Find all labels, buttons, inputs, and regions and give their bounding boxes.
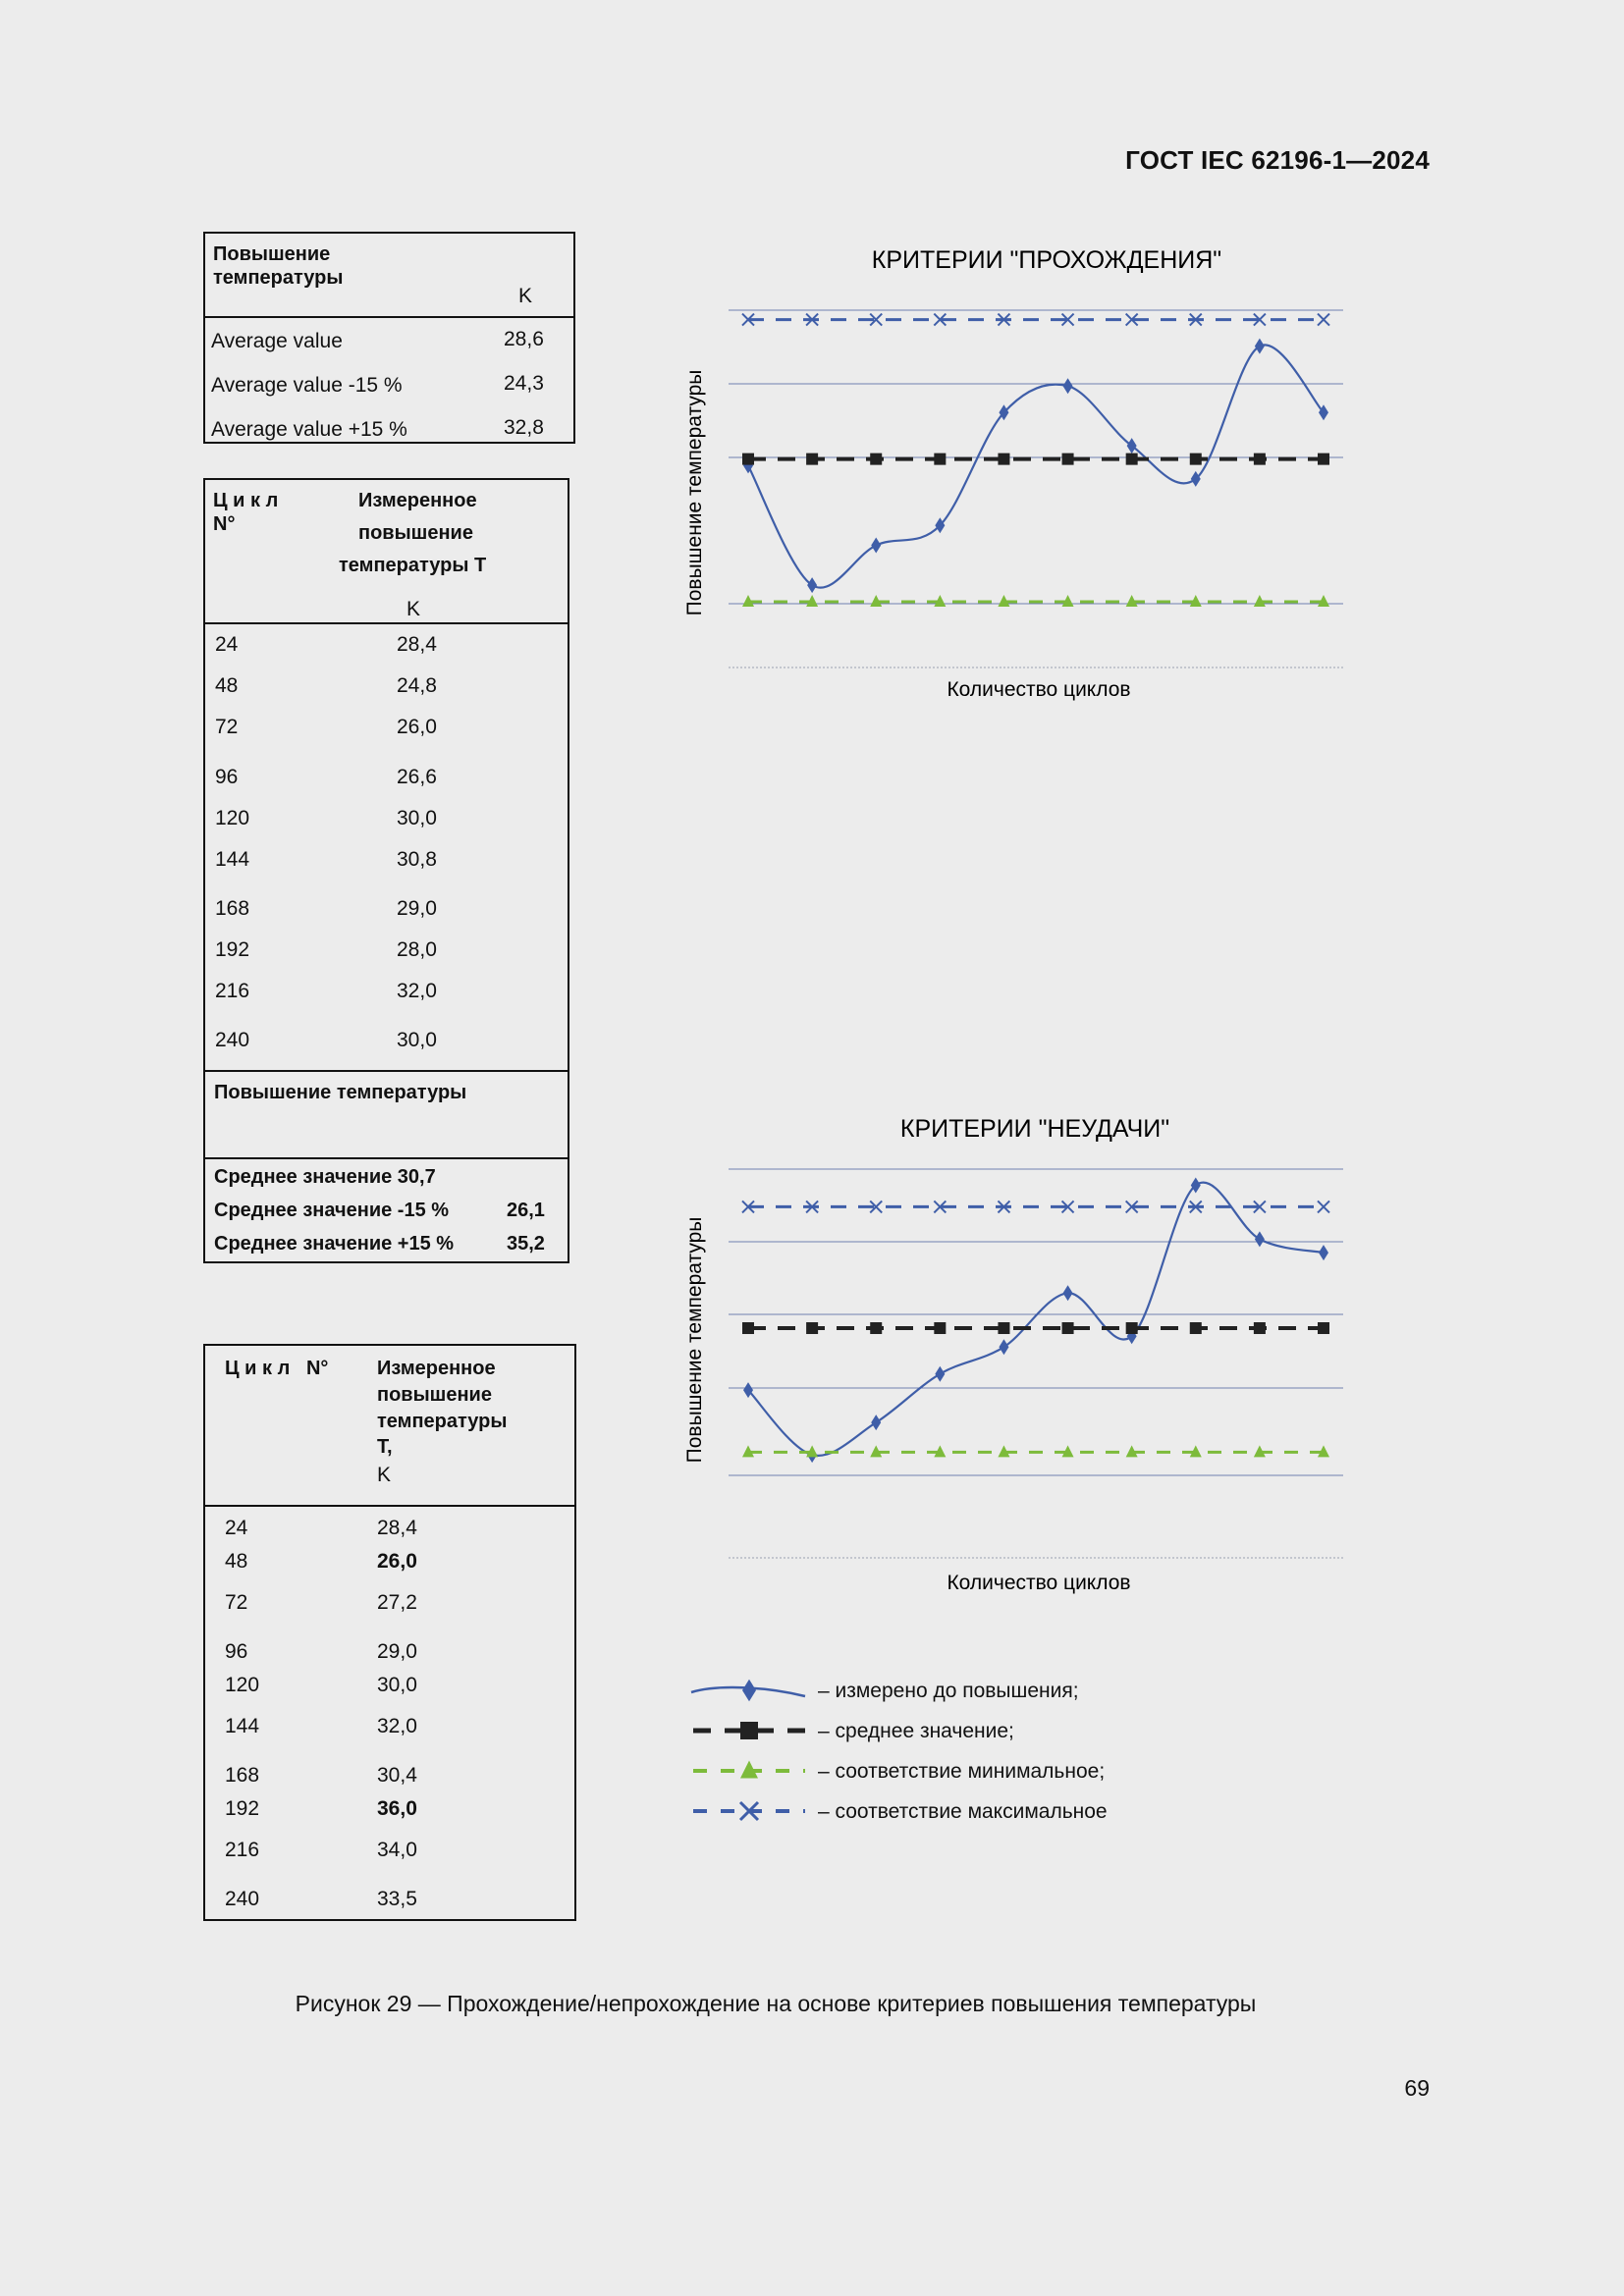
table3-value: 36,0	[377, 1797, 417, 1820]
table2-section-title: Повышение температуры	[214, 1082, 467, 1103]
table2-summary-label: Среднее значение +15 %	[214, 1233, 455, 1255]
table2-value: 28,4	[397, 633, 437, 656]
table3-cycle: 216	[225, 1839, 260, 1861]
table2-value: 26,6	[397, 766, 437, 788]
table2-cycle: 48	[215, 674, 239, 697]
table2-value: 29,0	[397, 897, 437, 920]
table3-value: 28,4	[377, 1517, 417, 1539]
legend-label: – соответствие минимальное;	[818, 1760, 1106, 1783]
data-point-average	[870, 1322, 882, 1334]
legend-label: – среднее значение;	[818, 1720, 1014, 1742]
data-point-measured	[1255, 1231, 1265, 1247]
table3-col2-line4: T,	[377, 1436, 393, 1458]
table2-cycle: 168	[215, 897, 250, 920]
table3-value: 26,0	[377, 1550, 417, 1573]
table3-value: 33,5	[377, 1888, 417, 1910]
data-point-measured	[1063, 378, 1073, 394]
table2-value: 32,0	[397, 980, 437, 1002]
chart-title: КРИТЕРИИ "НЕУДАЧИ"	[899, 1115, 1170, 1143]
table1-row-value: 24,3	[504, 372, 544, 395]
document-id: ГОСТ IEC 62196-1—2024	[1125, 145, 1430, 175]
table2-col2-line3: температуры T	[339, 555, 487, 576]
table3-cycle: 120	[225, 1674, 260, 1696]
legend-item	[693, 1800, 1108, 1823]
table1-unit: K	[518, 285, 533, 307]
table1-row-label: Average value +15 %	[211, 418, 407, 441]
average-icon	[740, 1722, 758, 1739]
table3-value: 34,0	[377, 1839, 417, 1861]
data-point-average	[1062, 454, 1074, 465]
chart-x-axis-label: Количество циклов	[947, 678, 1131, 701]
data-point-max-compliance	[1318, 1201, 1329, 1212]
table2-cycle: 216	[215, 980, 250, 1002]
table2-cycle: 96	[215, 766, 239, 788]
table3-value: 30,4	[377, 1764, 417, 1787]
data-point-average	[806, 454, 818, 465]
data-point-average	[806, 1322, 818, 1334]
table3-cycle: 72	[225, 1591, 248, 1614]
table3-col1: Ц и к л N°	[225, 1358, 329, 1379]
fail-cycles-table	[203, 1344, 576, 1921]
table3-col2-line1: Измеренное	[377, 1358, 496, 1379]
table2-cycle: 24	[215, 633, 239, 656]
table2-col1-line1: Ц и к л	[213, 490, 279, 511]
table3-cycle: 24	[225, 1517, 248, 1539]
table1-row-value: 28,6	[504, 328, 544, 350]
table2-unit: K	[406, 598, 421, 620]
table2-col1-line2: N°	[213, 513, 236, 535]
data-point-average	[742, 454, 754, 465]
table3-col2-line3: температуры	[377, 1411, 508, 1432]
data-point-measured	[1255, 339, 1265, 354]
legend-label: – соответствие максимальное	[818, 1800, 1108, 1823]
data-point-average	[998, 454, 1009, 465]
table1-row-label: Average value -15 %	[211, 374, 403, 397]
table2-value: 30,0	[397, 1029, 437, 1051]
table2-summary-label: Среднее значение 30,7	[214, 1166, 436, 1188]
data-point-measured	[807, 577, 817, 593]
table2-value: 30,8	[397, 848, 437, 871]
table3-cycle: 144	[225, 1715, 260, 1737]
table3-value: 32,0	[377, 1715, 417, 1737]
data-point-measured	[871, 538, 881, 554]
data-point-average	[1318, 1322, 1329, 1334]
data-point-average	[934, 454, 946, 465]
measured-icon	[742, 1680, 756, 1701]
table2-cycle: 240	[215, 1029, 250, 1051]
series-line-measured	[748, 1183, 1324, 1456]
data-point-average	[1190, 454, 1202, 465]
table2-col2-line2: повышение	[358, 522, 473, 544]
data-point-average	[934, 1322, 946, 1334]
legend-item	[691, 1680, 1079, 1702]
data-point-measured	[1319, 1245, 1328, 1260]
data-point-measured	[1191, 471, 1201, 487]
data-point-average	[1254, 1322, 1266, 1334]
series-line-measured	[748, 345, 1324, 587]
chart-title: КРИТЕРИИ "ПРОХОЖДЕНИЯ"	[871, 246, 1222, 274]
table3-cycle: 240	[225, 1888, 260, 1910]
table2-value: 26,0	[397, 716, 437, 738]
table2-summary-value: 26,1	[507, 1200, 545, 1221]
data-point-average	[1126, 454, 1138, 465]
table2-value: 30,0	[397, 807, 437, 829]
table3-col2-line2: повышение	[377, 1384, 492, 1406]
data-point-average	[1062, 1322, 1074, 1334]
table2-cycle: 192	[215, 938, 250, 961]
data-point-measured	[935, 1366, 945, 1382]
data-point-measured	[999, 1339, 1008, 1355]
fail-criteria-chart	[668, 1104, 1375, 1605]
average-values-table	[203, 232, 575, 444]
legend-item	[693, 1760, 1105, 1783]
table1-row-value: 32,8	[504, 416, 544, 439]
data-point-measured	[1127, 438, 1137, 454]
data-point-average	[1254, 454, 1266, 465]
data-point-average	[1190, 1322, 1202, 1334]
data-point-max-compliance	[1318, 314, 1329, 326]
table3-unit: K	[377, 1464, 392, 1486]
data-point-average	[742, 1322, 754, 1334]
chart-legend	[687, 1669, 1237, 1836]
page-number: 69	[1404, 2075, 1430, 2101]
table2-summary-value: 35,2	[507, 1233, 545, 1255]
pass-cycles-table	[203, 478, 569, 1263]
chart-x-axis-label: Количество циклов	[947, 1572, 1131, 1594]
table3-cycle: 48	[225, 1550, 248, 1573]
data-point-average	[998, 1322, 1009, 1334]
table2-cycle: 144	[215, 848, 250, 871]
table2-summary-label: Среднее значение -15 %	[214, 1200, 450, 1221]
table3-cycle: 192	[225, 1797, 260, 1820]
data-point-average	[870, 454, 882, 465]
data-point-measured	[1063, 1285, 1073, 1301]
data-point-measured	[1191, 1177, 1201, 1193]
table1-head-line1: Повышение	[213, 243, 331, 265]
legend-item	[693, 1720, 1014, 1742]
chart-y-axis-label: Повышение температуры	[683, 369, 706, 616]
table3-cycle: 168	[225, 1764, 260, 1787]
table3-cycle: 96	[225, 1640, 248, 1663]
table2-value: 28,0	[397, 938, 437, 961]
table1-row-label: Average value	[211, 330, 343, 352]
chart-y-axis-label: Повышение температуры	[683, 1216, 706, 1464]
table3-value: 27,2	[377, 1591, 417, 1614]
table3-value: 29,0	[377, 1640, 417, 1663]
table1-head-line2: температуры	[213, 267, 344, 289]
figure-caption: Рисунок 29 — Прохождение/непрохождение на основе критериев повышения температуры	[295, 1991, 1257, 2016]
table2-cycle: 72	[215, 716, 239, 738]
table2-cycle: 120	[215, 807, 250, 829]
table2-col2-line1: Измеренное	[358, 490, 477, 511]
data-point-average	[1126, 1322, 1138, 1334]
data-point-measured	[871, 1415, 881, 1430]
pass-criteria-chart	[668, 236, 1375, 717]
table2-value: 24,8	[397, 674, 437, 697]
table3-value: 30,0	[377, 1674, 417, 1696]
data-point-average	[1318, 454, 1329, 465]
legend-label: – измерено до повышения;	[818, 1680, 1079, 1702]
